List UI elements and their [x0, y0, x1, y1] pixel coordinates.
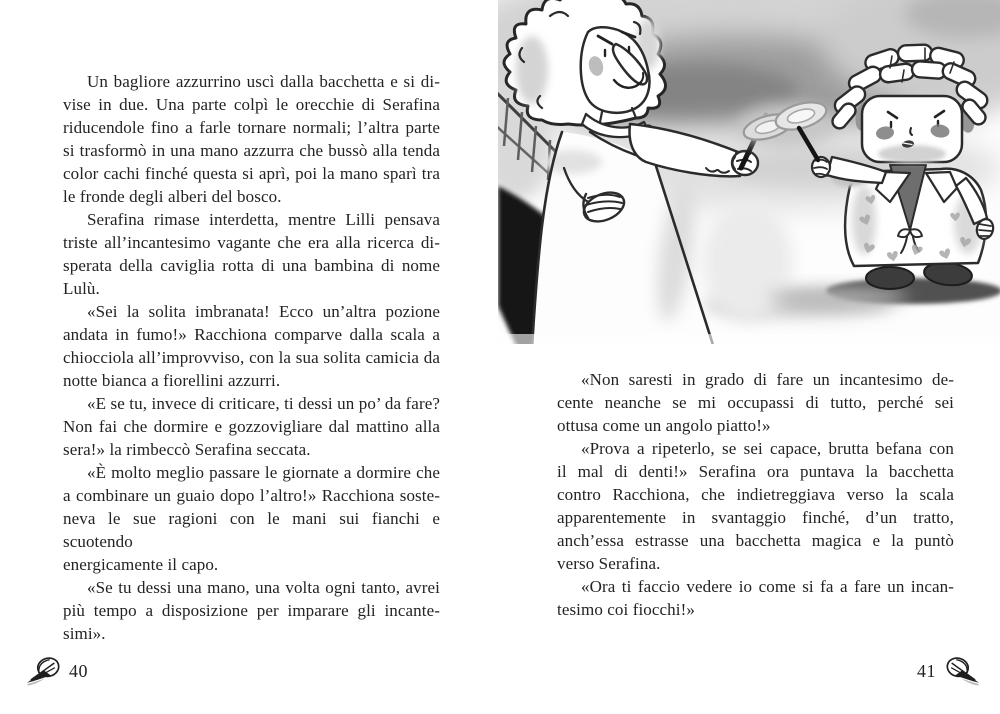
right-page-text	[557, 368, 954, 621]
text-line: color cachi finché questa si aprì, poi la mano sparì tra	[63, 164, 440, 183]
text-line: il mal di denti!» Serafina ora puntava la bacchetta	[557, 462, 954, 481]
text-line: sperata della caviglia rotta di una bambina di nome	[63, 256, 440, 275]
text-line: contro Racchiona, che indietreggiava verso la scala	[557, 485, 954, 504]
text-line: «Ora ti faccio vedere io come si fa a fare un incan-	[581, 577, 954, 596]
witches-duel-illustration	[498, 0, 1000, 352]
paragraph	[63, 392, 440, 461]
text-line: verso Serafina.	[557, 554, 661, 573]
paragraph	[557, 437, 954, 575]
text-line: anch’essa estrasse una bacchetta magica e la puntò	[557, 531, 954, 550]
text-line: «Prova a ripeterlo, se sei capace, brutta befana con	[581, 439, 954, 458]
text-line: andata in fumo!» Racchiona comparve dalla scala a	[63, 325, 440, 344]
text-line: simi».	[63, 624, 106, 643]
text-line: vise in due. Una parte colpì le orecchie di Serafina	[63, 95, 440, 114]
text-line: Non fai che dormire e gozzovigliare dal mattino alla	[63, 417, 440, 436]
text-line: «Se tu dessi una mano, una volta ogni tanto, avrei	[87, 578, 440, 597]
text-line: «Non saresti in grado di fare un incantesimo de-	[581, 370, 954, 389]
text-line: notte bianca a fiorellini azzurri.	[63, 371, 281, 390]
text-line: ottusa come un angolo piatto!»	[557, 416, 771, 435]
paragraph	[557, 368, 954, 437]
left-page-text	[63, 70, 440, 645]
paragraph	[63, 70, 440, 208]
text-line: Un bagliore azzurrino uscì dalla bacchetta e si di-	[87, 72, 440, 91]
paragraph	[63, 300, 440, 392]
text-line: le fronde degli alberi del bosco.	[63, 187, 282, 206]
text-line: «È molto meglio passare le giornate a dormire che	[87, 463, 440, 482]
text-line: chiocciola all’improvviso, con la sua solita camicia da	[63, 348, 440, 367]
shoe	[866, 267, 914, 289]
page-number-left: 40	[69, 660, 88, 681]
text-line: sera!» la rimbeccò Serafina seccata.	[63, 440, 311, 459]
paragraph	[63, 576, 440, 645]
text-line: riducendole fino a farle tornare normali; l’altra parte	[63, 118, 440, 137]
paragraph	[63, 461, 440, 576]
text-line: Serafina rimase interdetta, mentre Lilli pensava	[87, 210, 440, 229]
paragraph	[63, 208, 440, 300]
text-line: tesimo coi fiocchi!»	[557, 600, 695, 619]
text-line: si trasformò in una mano azzurra che bussò alla tenda	[63, 141, 440, 160]
text-line: triste all’incantesimo vagante che era alla ricerca di-	[63, 233, 440, 252]
leaf-ornament-icon	[943, 655, 981, 687]
text-line: Lulù.	[63, 279, 100, 298]
text-line: neva le sue ragioni con le mani sui fianchi e scuotendo	[63, 509, 440, 551]
left-page-footer	[25, 655, 88, 687]
text-line: energicamente il capo.	[63, 555, 219, 574]
text-line: a combinare un guaio dopo l’altro!» Racchiona soste-	[63, 486, 440, 505]
page-number-right: 41	[917, 660, 936, 681]
text-line: più tempo a disposizione per imparare gli incante-	[63, 601, 440, 620]
text-line: apparentemente in svantaggio finché, d’un tratto,	[557, 508, 954, 527]
text-line: «Sei la solita imbranata! Ecco un’altra pozione	[87, 302, 440, 321]
leaf-ornament-icon	[25, 655, 63, 687]
text-line: cente neanche se mi occupassi di tutto, perché sei	[557, 393, 954, 412]
text-line: «E se tu, invece di criticare, ti dessi un po’ da fare?	[87, 394, 440, 413]
right-page-footer	[917, 655, 981, 687]
paragraph	[557, 575, 954, 621]
